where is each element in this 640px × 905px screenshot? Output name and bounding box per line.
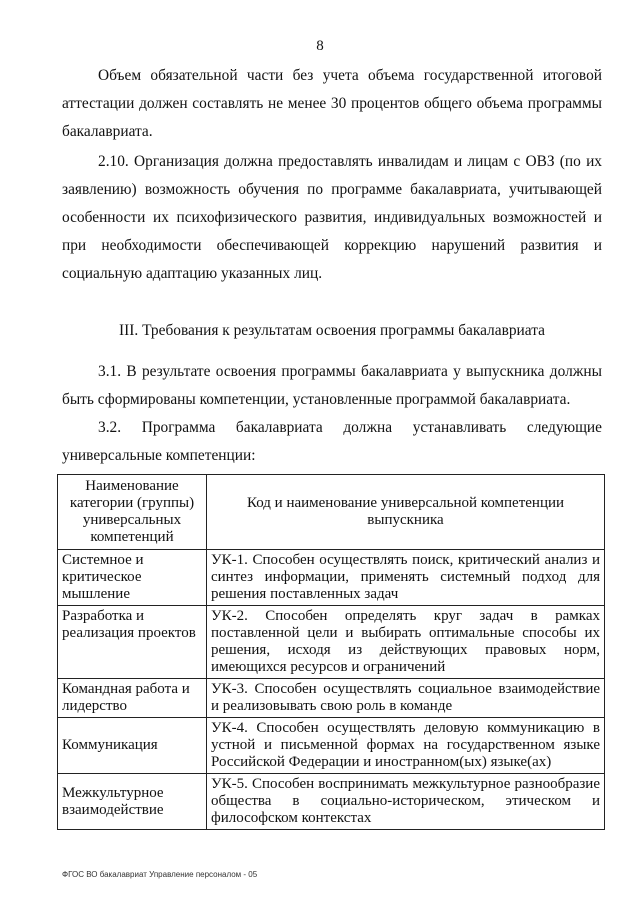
table-row <box>58 679 605 718</box>
header-competence: Код и наименование универсальной компетенции выпускника <box>207 475 605 550</box>
table-row <box>58 550 605 606</box>
category-cell: Командная работа и лидерство <box>58 679 207 718</box>
paragraph-mandatory-part: Объем обязательной части без учета объема государственной итоговой аттестации должен составлять не менее 30 процентов общего объема программы бакалавриата. <box>62 67 602 140</box>
paragraph-3-1: 3.1. В результате освоения программы бакалавриата у выпускника должны быть сформированы компетенции, установленные программой бакалавриата. <box>62 363 602 408</box>
competencies-table <box>57 474 605 830</box>
category-cell: Разработка и реализация проектов <box>58 606 207 679</box>
paragraph-3-2: 3.2. Программа бакалавриата должна устанавливать следующие универсальные компетенции: <box>62 419 602 464</box>
page-footer: ФГОС ВО бакалавриат Управление персоналом - 05 <box>62 870 258 879</box>
competence-cell: УК-2. Способен определять круг задач в рамках поставленной цели и выбирать оптимальные способы их решения, исходя из действующих правовых норм, имеющихся ресурсов и ограничений <box>207 606 605 679</box>
category-cell: Коммуникация <box>58 718 207 774</box>
competence-cell: УК-1. Способен осуществлять поиск, критический анализ и синтез информации, применять системный подход для решения поставленных задач <box>207 550 605 606</box>
competence-cell: УК-3. Способен осуществлять социальное взаимодействие и реализовывать свою роль в команде <box>207 679 605 718</box>
page-number: 8 <box>316 38 324 54</box>
section-heading: III. Требования к результатам освоения программы бакалавриата <box>119 322 545 339</box>
competence-cell: УК-5. Способен воспринимать межкультурное разнообразие общества в социально-историческом, этическом и философском контекстах <box>207 774 605 830</box>
category-cell: Системное и критическое мышление <box>58 550 207 606</box>
competence-cell: УК-4. Способен осуществлять деловую коммуникацию в устной и письменной формах на государственном языке Российской Федерации и иностранном(ых) языке(ах) <box>207 718 605 774</box>
category-cell: Межкультурное взаимодействие <box>58 774 207 830</box>
table-row <box>58 606 605 679</box>
table-row <box>58 774 605 830</box>
table-header-row <box>58 475 605 550</box>
header-category: Наименование категории (группы) универсальных компетенций <box>58 475 207 550</box>
paragraph-2-10: 2.10. Организация должна предоставлять инвалидам и лицам с ОВЗ (по их заявлению) возможность обучения по программе бакалавриата, учитывающей особенности их психофизического развития, индивидуальных возможностей и при необходимости обеспечивающей коррекцию нарушений развития и социальную адаптацию указанных лиц. <box>62 153 602 282</box>
table-row <box>58 718 605 774</box>
